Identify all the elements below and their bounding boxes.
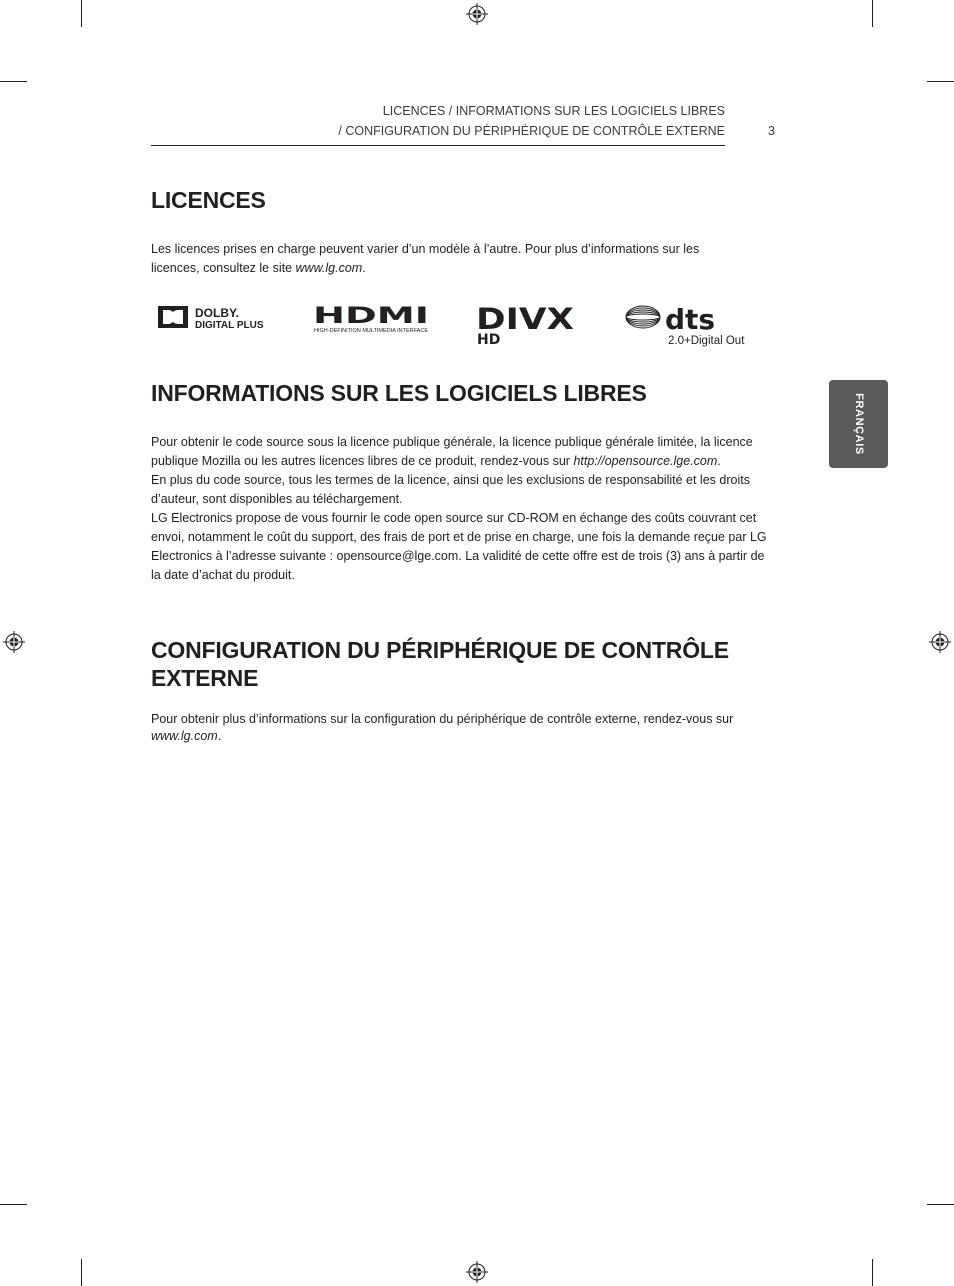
opensource-link[interactable]: http://opensource.lge.com bbox=[573, 454, 718, 468]
oss-paragraphs bbox=[151, 433, 775, 585]
registration-mark-icon bbox=[3, 631, 25, 653]
divx-hd-logo bbox=[476, 303, 580, 345]
hdmi-logo-tagline: HIGH-DEFINITION MULTIMEDIA INTERFACE bbox=[314, 328, 429, 334]
crop-mark bbox=[0, 81, 27, 82]
hdmi-logo bbox=[313, 304, 435, 334]
crop-mark bbox=[927, 1204, 954, 1205]
running-header-line-2: / CONFIGURATION DU PÉRIPHÉRIQUE DE CONTRÔLE EXTERNE bbox=[338, 124, 725, 138]
crop-mark bbox=[927, 81, 954, 82]
registration-mark-icon bbox=[929, 631, 951, 653]
oss-paragraph-2: En plus du code source, tous les termes de la licence, ainsi que les exclusions de responsabilité et les droits d’auteur, sont disponibles au téléchargement. bbox=[151, 473, 750, 506]
external-device-heading: CONFIGURATION DU PÉRIPHÉRIQUE DE CONTRÔLE EXTERNE bbox=[151, 637, 729, 691]
dts-logo-word: dts bbox=[665, 303, 716, 336]
dts-logo-sub: 2.0+Digital Out bbox=[668, 335, 745, 347]
crop-mark bbox=[872, 0, 873, 27]
dolby-logo-line1: DOLBY. bbox=[195, 306, 240, 320]
lg-website-link-2[interactable]: www.lg.com bbox=[151, 729, 218, 743]
oss-paragraph-3: LG Electronics propose de vous fournir le code open source sur CD-ROM en échange des coûts couvrant cet envoi, notamment le coût du support, des frais de port et de prise en charge, une fois la demande reçue par LG Electronics à l’adresse suivante : opensource@lge.com. La validité de cette offre est de trois (3) ans à partir de la date d’achat du produit. bbox=[151, 511, 767, 582]
language-tab-label: FRANÇAIS bbox=[852, 393, 865, 455]
registration-mark-icon bbox=[466, 3, 488, 25]
crop-mark bbox=[81, 0, 82, 27]
running-header-line-1: LICENCES / INFORMATIONS SUR LES LOGICIELS LIBRES bbox=[382, 104, 725, 118]
licences-heading: LICENCES bbox=[151, 187, 266, 213]
external-device-paragraph: Pour obtenir plus d’informations sur la configuration du périphérique de contrôle externe, rendez-vous sur www.lg.com. bbox=[151, 712, 734, 743]
divx-logo-sub: HD bbox=[477, 332, 501, 345]
crop-mark bbox=[81, 1259, 82, 1286]
hdmi-logo-word: HDMI bbox=[313, 304, 429, 329]
crop-mark bbox=[0, 1204, 27, 1205]
language-tab bbox=[829, 380, 888, 468]
oss-paragraph-1: Pour obtenir le code source sous la licence publique générale, la licence publique générale limitée, la licence publique Mozilla ou les autres licences libres de ce produit, rendez-vous sur http://opensource.lge.com. bbox=[151, 435, 753, 468]
page-number: 3 bbox=[768, 124, 775, 138]
dts-logo bbox=[625, 303, 747, 347]
divx-logo-word: DIVX bbox=[476, 303, 574, 336]
dolby-digital-plus-logo bbox=[157, 303, 279, 331]
header-rule bbox=[151, 145, 725, 146]
dolby-logo-line2: DIGITAL PLUS bbox=[195, 320, 264, 331]
registration-mark-icon bbox=[466, 1261, 488, 1283]
crop-mark bbox=[872, 1259, 873, 1286]
oss-heading: INFORMATIONS SUR LES LOGICIELS LIBRES bbox=[151, 380, 647, 406]
licences-paragraph: Les licences prises en charge peuvent varier d’un modèle à l’autre. Pour plus d’informations sur les licences, consultez le site www.lg.com. bbox=[151, 242, 700, 275]
lg-website-link[interactable]: www.lg.com bbox=[295, 261, 363, 275]
